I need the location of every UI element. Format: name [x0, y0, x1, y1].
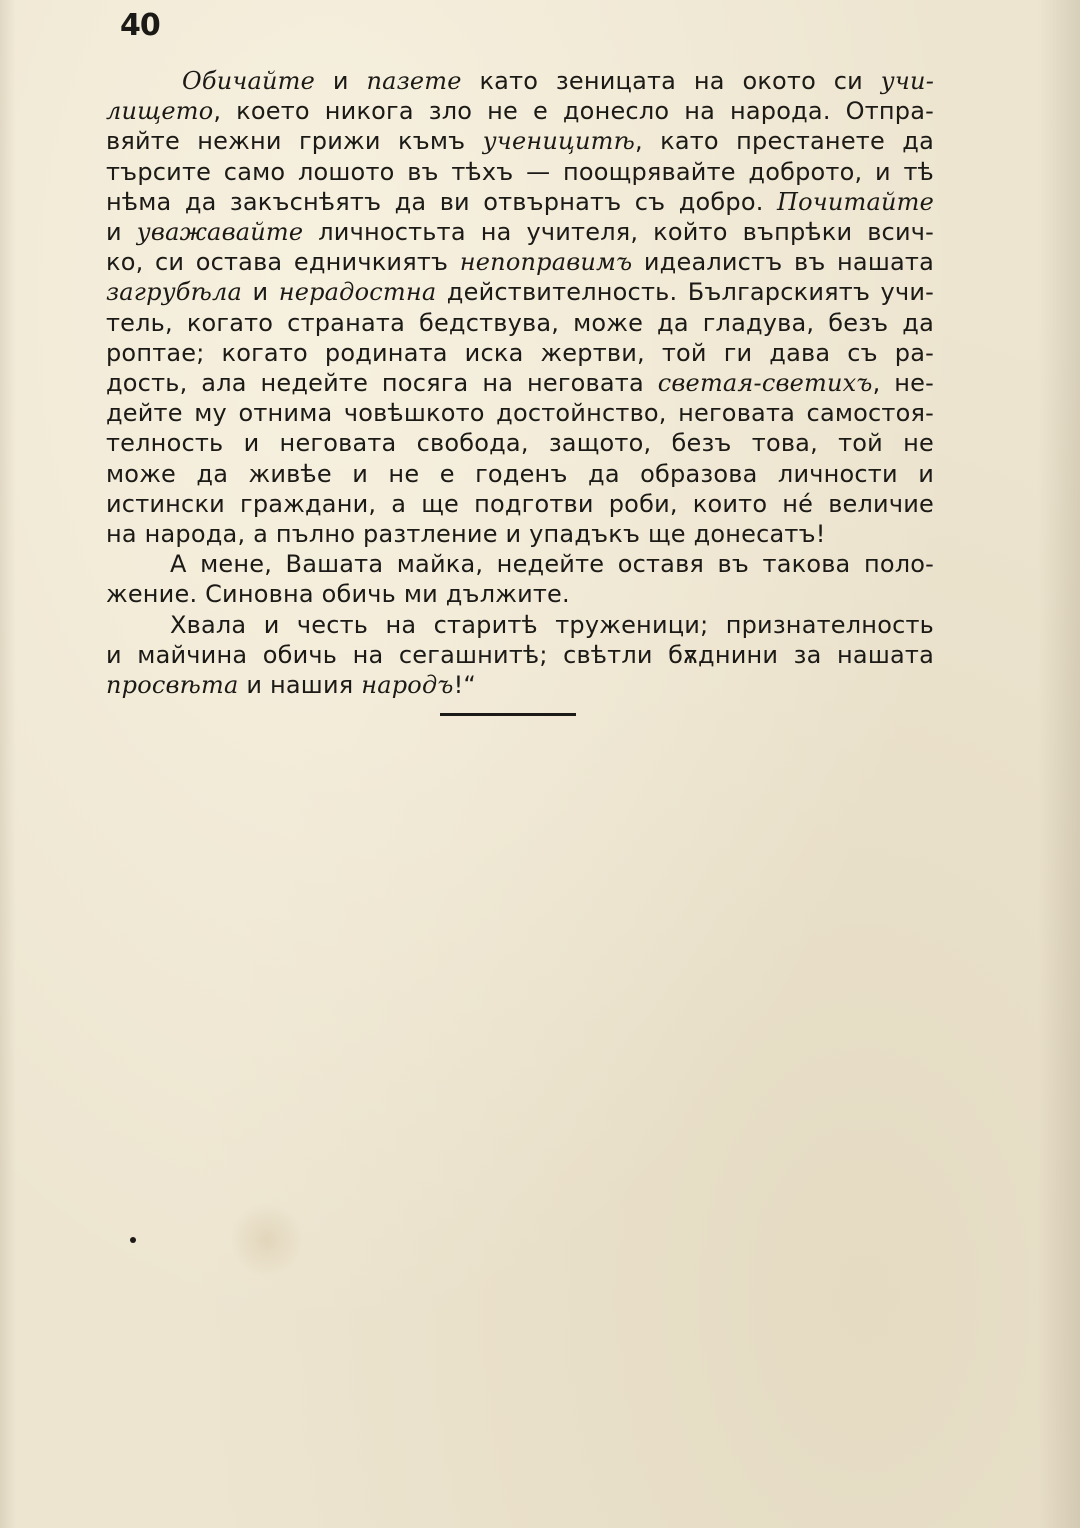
emphasis: Почитайте	[776, 187, 934, 216]
emphasis: народъ	[361, 671, 454, 700]
emphasis: светая-светихъ	[657, 369, 873, 398]
page-number: 40	[120, 8, 160, 43]
emphasis: Обичайте	[182, 67, 316, 95]
page-right-shadow	[1038, 0, 1080, 1528]
emphasis: непоправимъ	[459, 248, 633, 277]
page-left-shadow	[0, 0, 16, 1528]
text-line: и майчина обичь на сегашнитѣ; свѣтли бѫднини за нашата	[106, 640, 934, 669]
emphasis: загрубѣла	[106, 278, 243, 307]
section-divider	[440, 713, 576, 716]
emphasis: просвѣта	[106, 671, 239, 700]
emphasis: лището	[106, 97, 214, 126]
text-line: жение. Синовна обичь ми дължите.	[106, 580, 570, 609]
text-line: лището, което никога зло не е донесло на народа. Отпра-	[106, 97, 934, 126]
text-line: и уважавайте личностьта на учителя, който въпрѣки всич-	[106, 218, 934, 247]
emphasis: нерадостна	[278, 278, 437, 307]
text-line: просвѣта и нашия народъ!“	[106, 671, 477, 700]
text-line: вяйте нежни грижи къмъ ученицитѣ, като престанете да	[106, 127, 934, 156]
text-line: загрубѣла и нерадостна действителность. Българскиятъ учи-	[106, 278, 934, 307]
text-line: търсите само лошото въ тѣхъ — поощрявайте доброто, и тѣ	[106, 157, 934, 186]
text-line: роптае; когато родината иска жертви, той ги дава съ ра-	[106, 338, 934, 367]
emphasis: учи-	[880, 67, 934, 95]
text-line: дейте му отнима човѣшкото достойнство, неговата самостоя-	[106, 399, 934, 428]
text-line: тель, когато страната бедствува, може да гладува, безъ да	[106, 308, 934, 337]
text-line: телность и неговата свобода, защото, безъ това, той не	[106, 429, 934, 458]
text-line: истински граждани, а ще подготви роби, които нé величие	[106, 489, 934, 518]
emphasis: пазете	[366, 67, 462, 95]
text-line: А мене, Вашата майка, недейте оставя въ такова поло-	[170, 550, 934, 579]
text-line: на народа, а пълно разтление и упадъкъ ще донесатъ!	[106, 520, 826, 549]
text-line: Хвала и честь на старитѣ труженици; признателность	[170, 610, 934, 639]
text-line: Обичайте и пазете като зеницата на окото си учи-	[182, 67, 934, 95]
text-line: нѣма да закъснѣятъ да ви отвърнатъ съ добро. Почитайте	[106, 187, 934, 216]
text-line: може да живѣе и не е годенъ да образова личности и	[106, 459, 934, 488]
ink-dot	[130, 1237, 136, 1243]
paper-stain	[232, 1200, 302, 1280]
text-line: ко, си остава едничкиятъ непоправимъ идеалистъ въ нашата	[106, 248, 934, 277]
text-line: дость, ала недейте посяга на неговата светая-светихъ, не-	[106, 369, 935, 398]
emphasis: ученицитѣ	[482, 127, 635, 156]
body-text	[106, 66, 934, 700]
emphasis: уважавайте	[136, 218, 304, 247]
